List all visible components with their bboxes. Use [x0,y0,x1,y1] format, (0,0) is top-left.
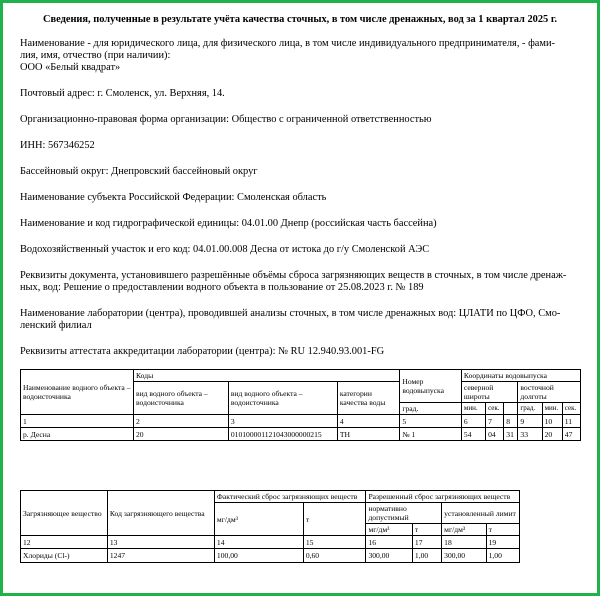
column-number: 19 [486,536,519,549]
column-number: 4 [337,415,400,428]
org-name-label-line1: Наименование - для юридического лица, для физического лица, в том числе индивидуального предпринимателя, - фами- [20,38,556,49]
column-number-row [21,536,520,549]
column-number: 13 [107,536,214,549]
inn: ИНН: 567346252 [20,140,95,151]
lon-sec: 47 [562,428,580,441]
column-number: 5 [400,415,462,428]
lon-min: 20 [542,428,562,441]
header-fact-t: т [303,503,366,536]
lat-grad: 54 [461,428,485,441]
org-name-block [20,38,580,74]
column-number: 2 [134,415,229,428]
header-coordinates: Координаты водовыпуска [461,370,580,382]
column-number: 3 [228,415,337,428]
org-name-label-line2: лия, имя, отчество (при наличии): [20,50,171,61]
header-lon-sec: сек. [562,403,580,415]
column-number: 10 [542,415,562,428]
accreditation: Реквизиты аттестата аккредитации лаборатории (центра): № RU 12.940.93.001-FG [20,346,385,357]
header-outlet-grad: град. [400,403,462,415]
column-number: 14 [214,536,303,549]
header-norm-t: т [412,524,441,536]
column-number: 1 [21,415,134,428]
hydrographic-unit: Наименование и код гидрографической единицы: 04.01.00 Днепр (российская часть бассейна) [20,218,437,229]
column-number: 7 [486,415,504,428]
header-lat-min: мин. [461,403,485,415]
table-row [21,549,520,563]
laboratory [20,308,580,332]
header-substance-code: Код загрязняющего вещества [107,491,214,536]
column-number: 12 [21,536,108,549]
substance-name: Хлориды (Cl-) [21,549,108,563]
norm-mg: 300,00 [366,549,412,563]
column-number: 9 [518,415,542,428]
header-substance: Загрязняющее вещество [21,491,108,536]
substance-code: 1247 [107,549,214,563]
outlet-table [20,369,581,441]
code-water-kind: 010100001121043000000215 [228,428,337,441]
header-actual-discharge: Фактический сброс загрязняющих веществ [214,491,366,503]
column-number-row [21,415,581,428]
outlet-number: № 1 [400,428,462,441]
limit-t: 1,00 [486,549,519,563]
header-outlet-number: Номер водовыпуска [400,370,462,403]
document-title: Сведения, полученные в результате учёта качества сточных, в том числе дренажных, вод за 1 квартал 2025 г. [42,14,557,25]
header-limit: установленный лимит [442,503,520,524]
column-number: 16 [366,536,412,549]
permit-line2: ных, вод: Решение о предоставлении водного объекта в пользование от 25.08.2023 г. № 189 [20,282,424,293]
header-lat-extra [504,403,518,415]
header-lon-grad: град. [518,403,542,415]
header-limit-t: т [486,524,519,536]
header-norm-mg: мг/дм³ [366,524,412,536]
code-water-object: 20 [134,428,229,441]
column-number: 15 [303,536,366,549]
header-limit-mg: мг/дм³ [442,524,486,536]
header-fact-mg: мг/дм³ [214,503,303,536]
basin-district: Бассейновый округ: Днепровский бассейновый округ [20,166,258,177]
pollutant-table [20,490,520,563]
header-normative: нормативно допустимый [366,503,442,524]
org-legal-form: Организационно-правовая форма организации: Общество с ограниченной ответственностью [20,114,432,125]
header-allowed-discharge: Разрешенный сброс загрязняющих веществ [366,491,520,503]
table-row [21,428,581,441]
laboratory-line1: Наименование лаборатории (центра), проводившей анализы сточных, в том числе дренажных вод: ЦЛАТИ по ЦФО, Смо- [20,308,561,319]
header-longitude: восточной долготы [518,382,581,403]
postal-address: Почтовый адрес: г. Смоленск, ул. Верхняя, 14. [20,88,225,99]
federal-subject: Наименование субъекта Российской Федерации: Смоленская область [20,192,327,203]
header-water-object-name: Наименование водного объекта – водоисточника [21,370,134,415]
header-lon-min: мин. [542,403,562,415]
header-lat-sec: сек. [486,403,504,415]
norm-t: 1,00 [412,549,441,563]
fact-mg: 100,00 [214,549,303,563]
column-number: 17 [412,536,441,549]
header-code-water-object: вид водного объекта – водоисточника [134,382,229,415]
org-name-value: ООО «Белый квадрат» [20,62,121,73]
document-body [20,14,580,372]
header-codes: Коды [134,370,400,382]
water-object-name: р. Десна [21,428,134,441]
column-number: 11 [562,415,580,428]
permit-document [20,270,580,294]
column-number: 18 [442,536,486,549]
fact-t: 0,60 [303,549,366,563]
lat-min: 04 [486,428,504,441]
quality-category: ТН [337,428,400,441]
lon-grad: 33 [518,428,542,441]
limit-mg: 300,00 [442,549,486,563]
permit-line1: Реквизиты документа, установившего разрешённые объёмы сброса загрязняющих веществ в сточных, в том числе дренаж- [20,270,567,281]
lat-sec: 31 [504,428,518,441]
header-code-water-kind: вид водного объекта – водоисточника [228,382,337,415]
column-number: 8 [504,415,518,428]
header-latitude: северной широты [461,382,517,403]
column-number: 6 [461,415,485,428]
laboratory-line2: ленский филиал [20,320,92,331]
header-quality-category: категории качества воды [337,382,400,415]
water-section: Водохозяйственный участок и его код: 04.01.00.008 Десна от истока до г/у Смоленской АЭС [20,244,430,255]
